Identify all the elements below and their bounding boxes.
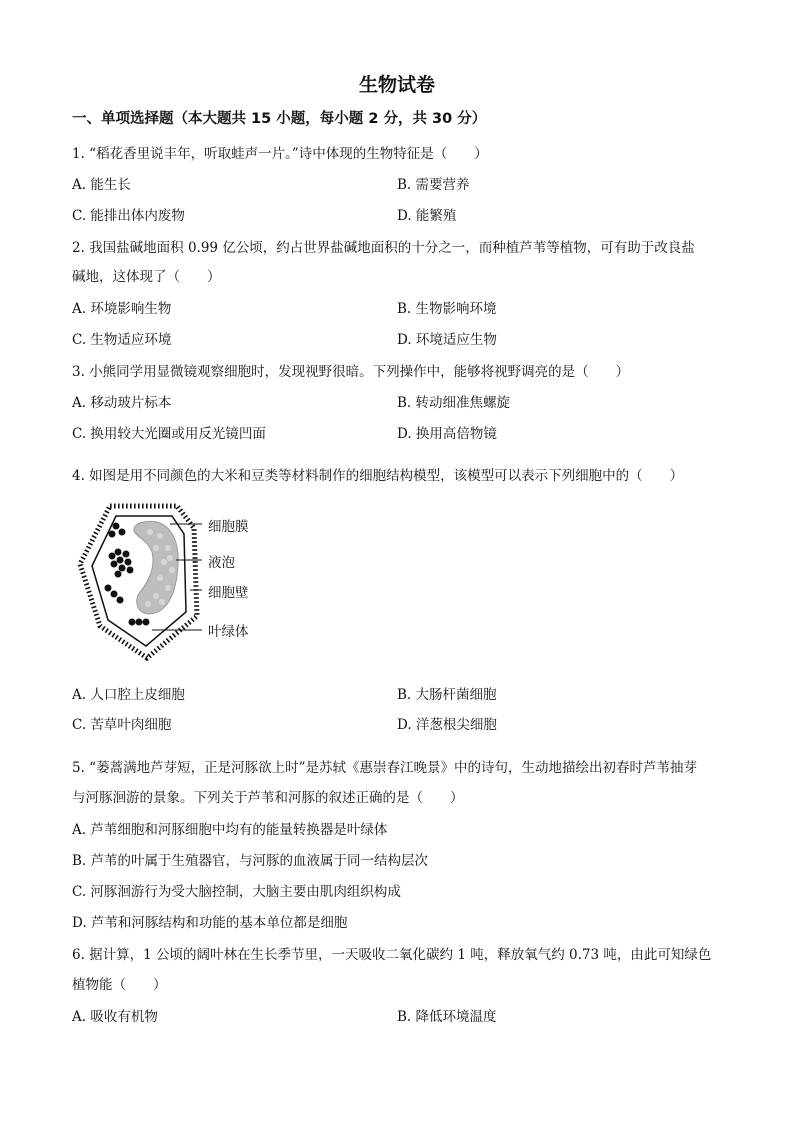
question-5-option-b: B. 芦苇的叶属于生殖器官，与河豚的血液属于同一结构层次 [72, 853, 429, 869]
label-cell-wall: 细胞壁 [208, 585, 249, 601]
question-4-option-c: C. 苦草叶肉细胞 [72, 717, 172, 733]
question-3-option-c: C. 换用较大光圈或用反光镜凹面 [72, 426, 266, 442]
question-3-option-b: B. 转动细准焦螺旋 [397, 395, 511, 411]
question-5-option-c: C. 河豚洄游行为受大脑控制，大脑主要由肌肉组织构成 [72, 884, 401, 900]
question-2-stem-line-2: 碱地，这体现了（ ） [72, 269, 221, 285]
label-vacuole: 液泡 [208, 555, 235, 571]
question-4-stem: 4. 如图是用不同颜色的大米和豆类等材料制作的细胞结构模型，该模型可以表示下列细胞中的（ ） [72, 468, 684, 484]
question-5-option-d: D. 芦苇和河豚结构和功能的基本单位都是细胞 [72, 915, 348, 931]
label-cell-membrane: 细胞膜 [208, 519, 249, 535]
section-heading: 一、单项选择题（本大题共 15 小题，每小题 2 分，共 30 分） [72, 111, 487, 127]
question-5-stem-line-1: 5. “蒌蒿满地芦芽短，正是河豚欲上时”是苏轼《惠崇春江晚景》中的诗句，生动地描绘出初春时芦苇抽芽 [72, 760, 697, 776]
question-3-option-a: A. 移动玻片标本 [72, 395, 172, 411]
question-2-option-b: B. 生物影响环境 [397, 301, 497, 317]
question-3-stem: 3. 小熊同学用显微镜观察细胞时，发现视野很暗。下列操作中，能够将视野调亮的是（ ） [72, 364, 630, 380]
question-6-option-b: B. 降低环境温度 [397, 1009, 497, 1025]
question-1-stem: 1. “稻花香里说丰年，听取蛙声一片。”诗中体现的生物特征是（ ） [72, 146, 488, 162]
question-1-option-a: A. 能生长 [72, 177, 131, 193]
question-3-option-d: D. 换用高倍物镜 [397, 426, 497, 442]
question-2-option-c: C. 生物适应环境 [72, 332, 172, 348]
question-1-option-d: D. 能繁殖 [397, 208, 457, 224]
cell-model-figure [72, 496, 272, 666]
question-2-option-a: A. 环境影响生物 [72, 301, 172, 317]
question-4-option-a: A. 人口腔上皮细胞 [72, 687, 185, 703]
question-5-option-a: A. 芦苇细胞和河豚细胞中均有的能量转换器是叶绿体 [72, 822, 388, 838]
page-title: 生物试卷 [358, 74, 435, 96]
label-chloroplast: 叶绿体 [208, 624, 249, 640]
question-6-stem-line-2: 植物能（ ） [72, 977, 167, 993]
question-6-stem-line-1: 6. 据计算，1 公顷的阔叶林在生长季节里，一天吸收二氧化碳约 1 吨，释放氧气约 0.73 吨，由此可知绿色 [72, 947, 712, 963]
question-1-option-c: C. 能排出体内废物 [72, 208, 185, 224]
question-5-stem-line-2: 与河豚洄游的景象。下列关于芦苇和河豚的叙述正确的是（ ） [72, 790, 464, 806]
question-1-option-b: B. 需要营养 [397, 177, 470, 193]
question-4-option-d: D. 洋葱根尖细胞 [397, 717, 497, 733]
question-2-stem-line-1: 2. 我国盐碱地面积 0.99 亿公顷，约占世界盐碱地面积的十分之一，而种植芦苇等植物，可有助于改良盐 [72, 240, 695, 256]
question-4-option-b: B. 大肠杆菌细胞 [397, 687, 497, 703]
question-2-option-d: D. 环境适应生物 [397, 332, 497, 348]
question-6-option-a: A. 吸收有机物 [72, 1009, 158, 1025]
